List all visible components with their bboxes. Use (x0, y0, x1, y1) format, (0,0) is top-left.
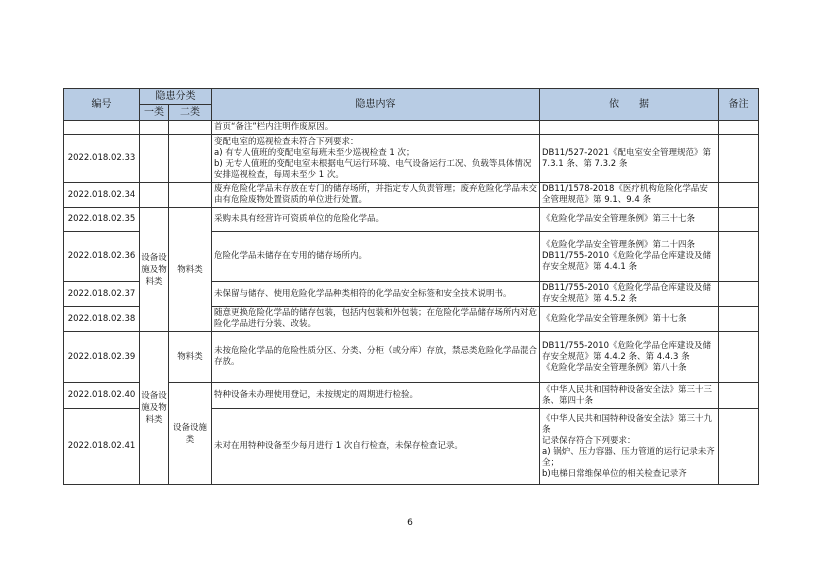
basis-cell: DB11/755-2010《危险化学品仓库建设及储存安全规范》第 4.4.2 条、第 4.4.3 条 《危险化学品安全管理条例》第八十条 (540, 332, 719, 383)
basis-cell: 《危险化学品安全管理条例》第二十四条 DB11/755-2010《危险化学品仓库建设及储存安全规范》第 4.4.1 条 (540, 232, 719, 282)
content-cell: 危险化学品未储存在专用的储存场所内。 (212, 232, 540, 282)
content-cell: 未对在用特种设备至少每月进行 1 次自行检查，未保存检查记录。 (212, 409, 540, 485)
table-row (64, 183, 759, 208)
header-cat2: 二类 (169, 105, 212, 121)
code-cell: 2022.018.02.36 (64, 232, 140, 282)
content-cell: 未按危险化学品的危险性质分区、分类、分柜（或分库）存放，禁忌类危险化学品混合存放。 (212, 332, 540, 383)
content-cell: 未保留与储存、使用危险化学品种类相符的化学品安全标签和安全技术说明书。 (212, 282, 540, 307)
category-l1-cell: 设备设施及物料类 (140, 208, 169, 332)
basis-cell: DB11/527-2021《配电室安全管理规范》第 7.3.1 条、第 7.3.2 条 (540, 135, 719, 183)
category-l2-cell: 物料类 (169, 332, 212, 383)
header-cat1: 一类 (140, 105, 169, 121)
code-cell: 2022.018.02.41 (64, 409, 140, 485)
category-l2-cell: 物料类 (169, 208, 212, 332)
code-cell: 2022.018.02.37 (64, 282, 140, 307)
table-row (64, 135, 759, 183)
header-content: 隐患内容 (212, 89, 540, 121)
basis-cell: 《中华人民共和国特种设备安全法》第三十三条、第四十条 (540, 383, 719, 409)
content-cell: 首页“备注”栏内注明作废原因。 (212, 121, 540, 135)
header-remark: 备注 (719, 89, 759, 121)
code-cell: 2022.018.02.35 (64, 208, 140, 232)
header-category: 隐患分类 (140, 89, 212, 105)
basis-cell: 《危险化学品安全管理条例》第三十七条 (540, 208, 719, 232)
header-code: 编号 (64, 89, 140, 121)
code-cell: 2022.018.02.34 (64, 183, 140, 208)
code-cell: 2022.018.02.38 (64, 307, 140, 332)
code-cell: 2022.018.02.39 (64, 332, 140, 383)
table-row (64, 121, 759, 135)
page-number: 6 (407, 518, 413, 528)
basis-cell: 《中华人民共和国特种设备安全法》第三十九条 记录保存符合下列要求： a) 锅炉、压力容器、压力管道的运行记录未齐全； b)电梯日常维保单位的相关检查记录齐 (540, 409, 719, 485)
category-l1-cell: 设备设施及物料类 (140, 332, 169, 485)
basis-cell: DB11/1578-2018《医疗机构危险化学品安全管理规范》第 9.1、9.4 条 (540, 183, 719, 208)
content-cell: 废弃危险化学品未存放在专门的储存场所，并指定专人负责管理；废弃危险化学品未交由有危险废物处置资质的单位进行处置。 (212, 183, 540, 208)
code-cell: 2022.018.02.40 (64, 383, 140, 409)
content-cell: 变配电室的巡视检查未符合下列要求： a) 有专人值班的变配电室每班未至少巡视检查 1 次； b) 无专人值班的变配电室未根据电气运行环境、电气设备运行工况、负载等具体情况安排巡视检查，每周未至少 1 次。 (212, 135, 540, 183)
content-cell: 采购未具有经营许可资质单位的危险化学品。 (212, 208, 540, 232)
table-row (64, 208, 759, 232)
category-l2-cell: 设备设施类 (169, 383, 212, 485)
basis-cell: DB11/755-2010《危险化学品仓库建设及储存安全规范》第 4.5.2 条 (540, 282, 719, 307)
content-cell: 特种设备未办理使用登记，未按规定的周期进行检验。 (212, 383, 540, 409)
table-row (64, 332, 759, 383)
content-cell: 随意更换危险化学品的储存包装，包括内包装和外包装；在危险化学品储存场所内对危险化学品进行分装、改装。 (212, 307, 540, 332)
hazard-table (63, 88, 759, 485)
basis-cell: 《危险化学品安全管理条例》第十七条 (540, 307, 719, 332)
header-basis: 依 据 (540, 89, 719, 121)
code-cell: 2022.018.02.33 (64, 135, 140, 183)
table-row (64, 383, 759, 409)
